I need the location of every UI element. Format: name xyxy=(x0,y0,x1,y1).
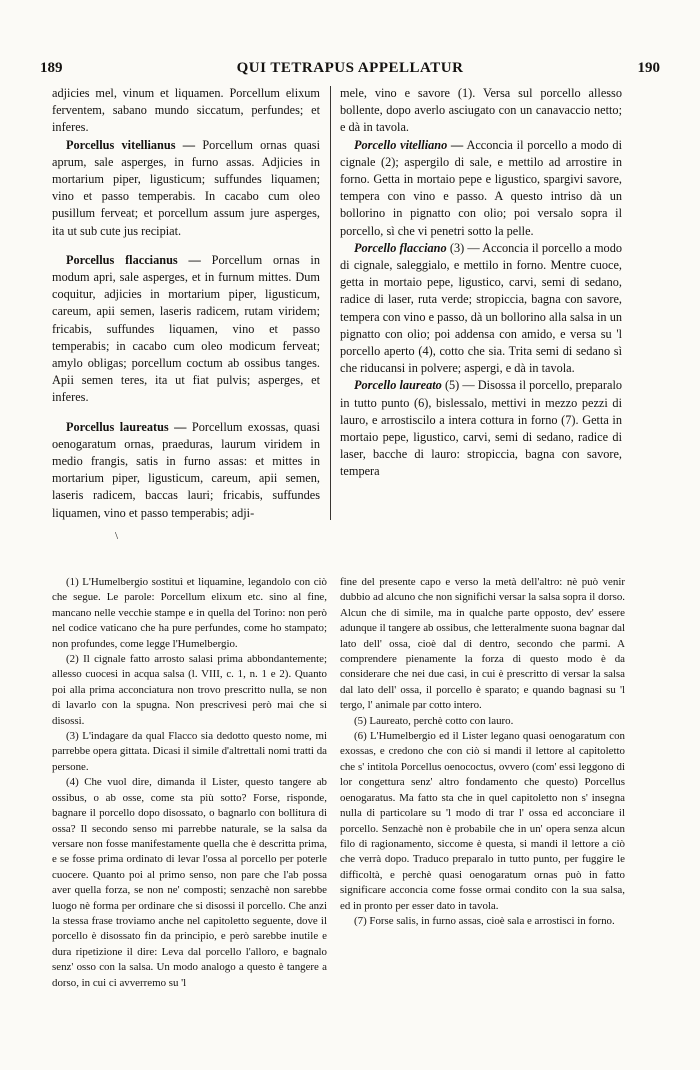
recipe-heading: Porcello vitelliano — xyxy=(354,137,464,152)
footnote: (4) Che vuol dire, dimanda il Lister, questo tangere ab ossibus, o ab osse, come sta più sotto? Forse, risponde, bagnare il porcello dopo disossato, o bagnarlo con bollitura di ossa? Il secondo senso mi parrebbe naturale, se la salsa da versare non fosse manifestamente quella che è descritta prima, e se fosse prima ordinato di levar l'ossa al porcello per poterle cuocere. Quanto poi al primo senso, non pare che l'ab possa aver quella forza, se non ne' composti; senzachè non sarebbe luogo nè forma per ordinare che si disossi il porcello. Che anzi la stessa frase troviamo anche nel capitoletto seguente, dove il porcello è disossato fin da principio, e però sarebbe inutile e dura ripetizione il dire: Leva dal porcello l'alloro, e bagnalo senz' osso con la salsa. Un modo analogo a questo è tangere a dorso, in cui ci avverremo su 'l xyxy=(52,776,327,989)
footnotes-right xyxy=(340,575,625,929)
footnote: (1) L'Humelbergio sostituì et liquamine, legandolo con ciò che segue. Le parole: Porcellum elixum etc. sino al fine, mancano nelle vecchie stampe e in quella del Torino: non però nel codice vaticano che ha pure perfundes, come ho stampato; non profundes, come legge l'Humelbergio. xyxy=(52,576,327,650)
footnote: (2) Il cignale fatto arrosto salasi prima abbondantemente; allesso cuocesi in acqua salsa (l. VIII, c. 1, n. 1 e 2). Quanto poi alla prima acconciatura non trovo prescritto nulla, se non di lavarlo con la spugna. Non prescrivesi però mai che si disossi. xyxy=(52,653,327,727)
footnote: (3) L'indagare da qual Flacco sia dedotto questo nome, mi parrebbe opera gittata. Dicasi il simile d'altrettali nomi tratti da persone. xyxy=(52,730,327,773)
page-number-left: 189 xyxy=(40,60,63,76)
italian-column xyxy=(340,85,622,481)
footnotes-left xyxy=(52,575,327,991)
running-header xyxy=(40,60,660,84)
latin-paragraph xyxy=(52,252,320,407)
recipe-heading: Porcellus vitellianus — xyxy=(66,137,196,152)
latin-paragraph: adjicies mel, vinum et liquamen. Porcellum elixum ferventem, sabano mundo siccatum, perfundes; et inferes. xyxy=(52,86,320,135)
recipe-text: Acconcia il porcello a modo di cignale (2); aspergilo di sale, e mettilo ad arrostire in forno. Getta in mortaio pepe e ligustico, spargivi savore, tempera con vino e passo. A questo intriso dà un bollorino in pignatto con olio; poi versalo sopra il porcello, sì che vi penetri sotto la pelle. xyxy=(340,137,622,238)
latin-column xyxy=(52,85,320,522)
recipe-heading: Porcello laureato xyxy=(354,378,442,393)
footnote-continuation: fine del presente capo e verso la metà dell'altro: nè può venir dubbio ad alcuno che non significhi versar la salsa sopra il dorso. Alcun che di simile, ma in qualche parte opposto, dev' essere adunque il tangere ab ossibus, che letteralmente suona bagnar dal lato dell' ossa, cioè dal di dentro, secondo che parmi. A comprendere pienamente la forza di questo modo è da considerare che nei due casi, in cui è prescritto di versar la salsa dal lato dell' ossa, il porcello è sparato; e quando bagnasi su 'l tergo, l' animale par cotto intero. xyxy=(340,576,625,712)
recipe-text: (3) — Acconcia il porcello a modo di cignale, saleggialo, e mettilo in forno. Mentre cuoce, getta in mortaio pepe, ligustico, carvi, semi di sedano, radice di laser, ruta verde; stropiccia, bagna con savore, tempera con vino e passo, dà un bollorino alla salsa in un pignatto con olio; poi addensa con amido, e versa su 'l porcello aperto (4), cotto che sia. Trita semi di sedano sì che riducansi in polvere; aspergi, e dà in tavola. xyxy=(340,240,622,376)
recipe-text: Porcellum exossas, quasi oenogaratum ornas, praeduras, laurum viridem in medio frangis, satis in furno assas: et mittes in mortarium piper, ligusticum, careum, apii semen, laseris radicem, baccas lauri; fricabis, suffundes liquamen, vino et passo temperabis; adji- xyxy=(52,419,320,520)
stray-mark: \ xyxy=(115,530,119,542)
column-divider xyxy=(330,86,331,520)
recipe-text: (5) — Disossa il porcello, preparalo in tutto punto (6), bislessalo, mettivi in mezzo pezzi di lauro, e arrostiscilo a intera cottura in forno (7). Getta in mortaio pepe, ligustico, carvi, semi di sedano, radice di laser, bacche di lauro: stropiccia, bagna con savore, tempera xyxy=(340,378,623,479)
footnote: (5) Laureato, perchè cotto con lauro. xyxy=(354,714,514,727)
footnote: (7) Forse salis, in furno assas, cioè sala e arrostisci in forno. xyxy=(354,914,615,927)
recipe-heading: Porcello flacciano xyxy=(354,240,447,255)
italian-paragraph xyxy=(340,240,622,378)
latin-paragraph xyxy=(52,137,320,240)
page-number-right: 190 xyxy=(637,60,660,76)
latin-paragraph xyxy=(52,419,320,522)
italian-paragraph: mele, vino e savore (1). Versa sul porcello allesso bollente, dopo averlo asciugato con un canavaccio netto; e dà in tavola. xyxy=(340,86,622,135)
footnote: (6) L'Humelbergio ed il Lister legano quasi oenogaratum con exossas, e credono che con ciò si mandi il lettore al capitoletto che s' intitola Porcellus oenococtus, ovvero (com' essi leggono di lor congettura senz' altro fondamento che questo) Porcellus oenogaratus. Ma fatto sta che in quel capitoletto non s' insegna nulla di particolare su 'l modo di trar l' ossa ed acconciare il porcello. Senzachè non è probabile che in un' opera senza alcun filo di ragionamento, siccome è questa, si mandi il lettore a ciò che verrà dopo. Traduco preparalo in tutto punto, per fuggire le difficoltà, e perchè quasi oenogaratum ornas può in fatto significare acconcia come fosse ormai condito con la sua salsa, ed in pronto per esser dato in tavola. xyxy=(340,730,625,912)
italian-paragraph xyxy=(340,377,622,480)
italian-paragraph xyxy=(340,137,622,240)
running-title: QUI TETRAPUS APPELLATUR xyxy=(236,60,464,76)
recipe-heading: Porcellus laureatus — xyxy=(66,419,187,434)
recipe-text: Porcellum ornas quasi aprum, sale asperges, in furno assas. Adjicies in mortarium piper, ligusticum; suffundes liquamen; vino et passo temperabis. In cacabo cum oleo pusillum ferveat; et porcellum assum jure asperges, ita ut sub cute jus recipiat. xyxy=(52,137,320,238)
recipe-text: Porcellum ornas in modum apri, sale asperges, et in furnum mittes. Dum coquitur, adjicies in mortarium piper, ligusticum, careum, apii semen, laseris radicem, rutam viridem; fricabis, suffundes liquamen, vino et passo temperabis; in cacabo cum oleo modicum ferveat; amylo obligas; porcellum coctum ab ossibus tanges. Apii semen teres, ita ut fiat pulvis; asperges, et inferes. xyxy=(52,252,321,405)
recipe-heading: Porcellus flaccianus — xyxy=(66,252,201,267)
